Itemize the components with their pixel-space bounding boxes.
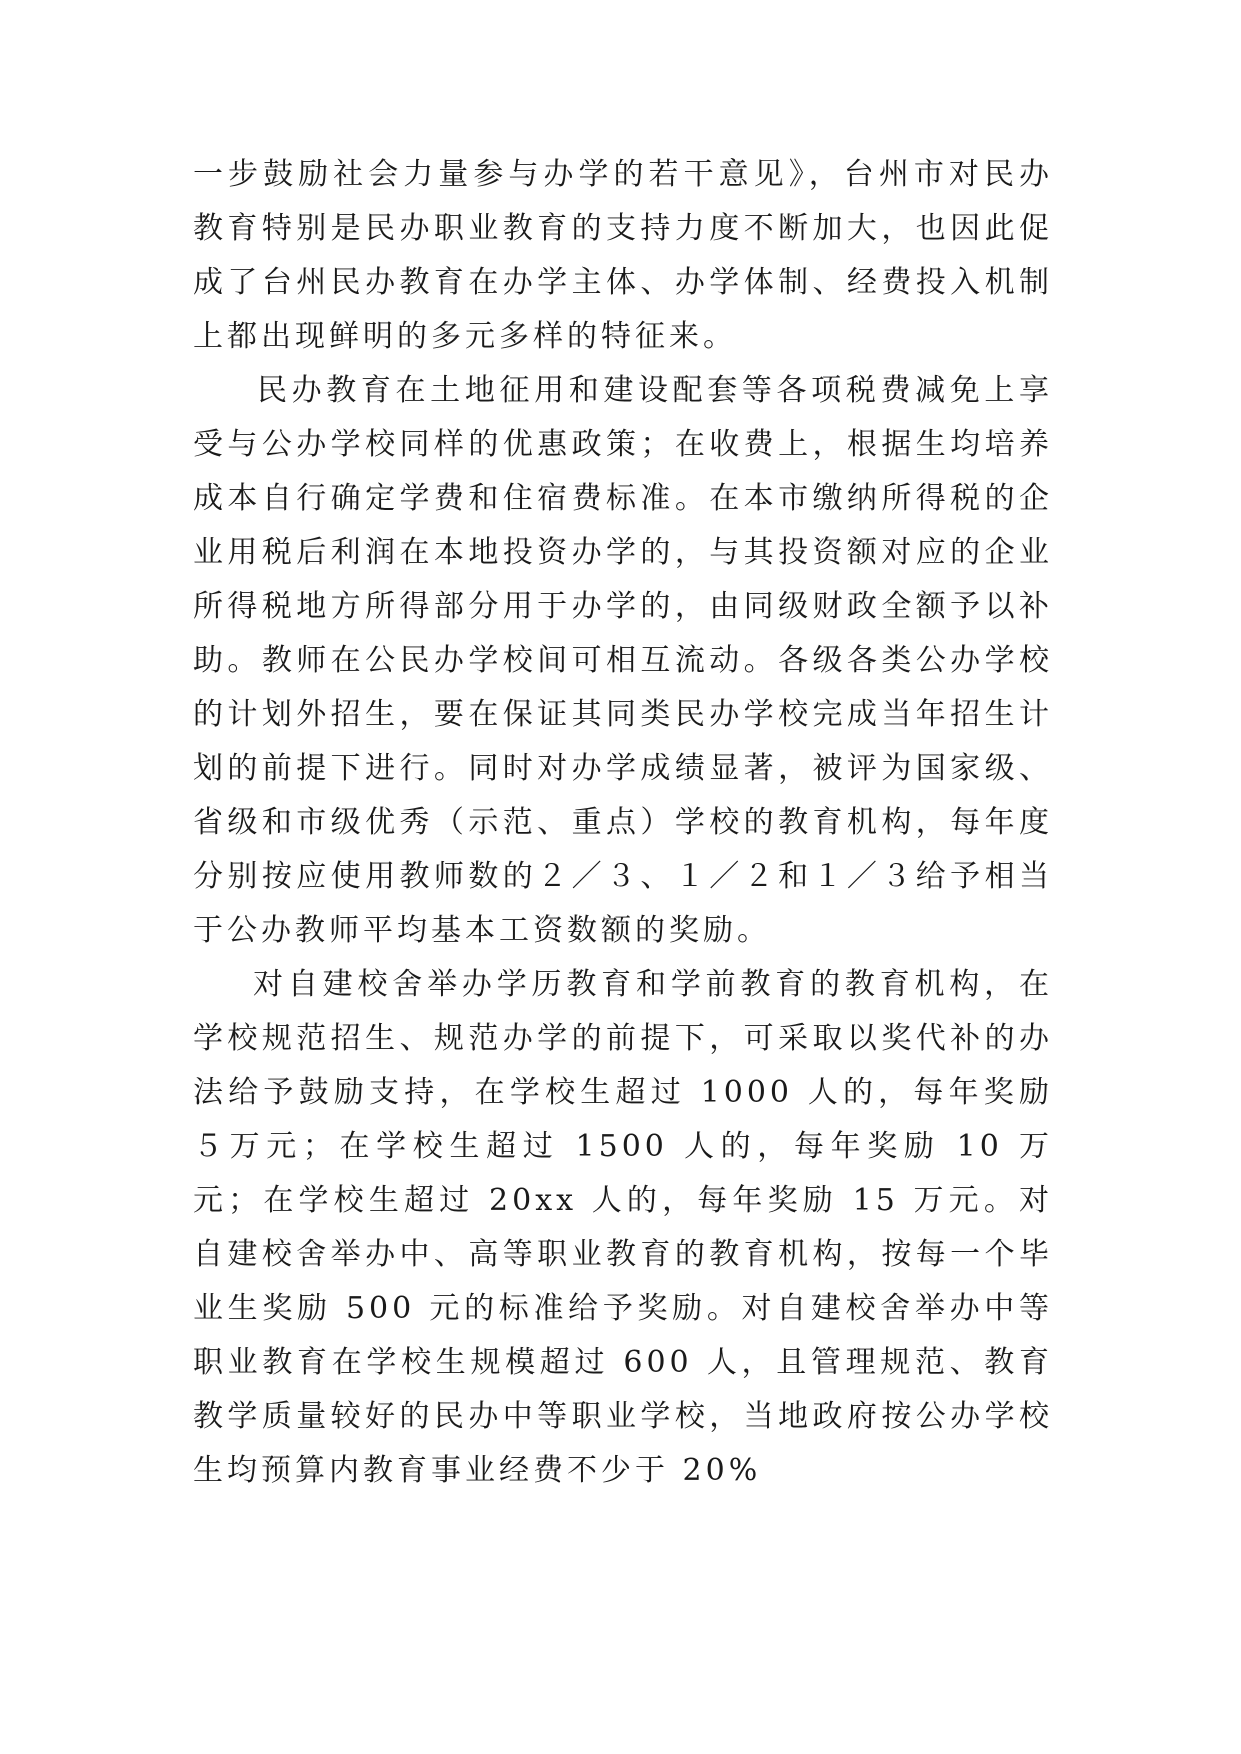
paragraph-2: 民办教育在土地征用和建设配套等各项税费减免上享受与公办学校同样的优惠政策；在收费上，根据生均培养成本自行确定学费和住宿费标准。在本市缴纳所得税的企业用税后利润在本地投资办学的，与其投资额对应的企业所得税地方所得部分用于办学的，由同级财政全额予以补助。教师在公民办学校间可相互流动。各级各类公办学校的计划外招生，要在保证其同类民办学校完成当年招生计划的前提下进行。同时对办学成绩显著，被评为国家级、省级和市级优秀（示范、重点）学校的教育机构，每年度分别按应使用教师数的２／３、１／２和１／３给予相当于公办教师平均基本工资数额的奖励。: [193, 373, 1053, 948]
document-page: [193, 148, 1053, 1498]
paragraph-3: 对自建校舍举办学历教育和学前教育的教育机构，在学校规范招生、规范办学的前提下，可采取以奖代补的办法给予鼓励支持，在学校生超过 1000 人的，每年奖励５万元；在学校生超过 1500 人的，每年奖励 10 万元；在学校生超过 20xx 人的，每年奖励 15 万元。对自建校舍举办中、高等职业教育的教育机构，按每一个毕业生奖励 500 元的标准给予奖励。对自建校舍举办中等职业教育在学校生规模超过 600 人，且管理规范、教育教学质量较好的民办中等职业学校，当地政府按公办学校生均预算内教育事业经费不少于 20%: [193, 967, 1053, 1488]
paragraph-1: 一步鼓励社会力量参与办学的若干意见》，台州市对民办教育特别是民办职业教育的支持力度不断加大，也因此促成了台州民办教育在办学主体、办学体制、经费投入机制上都出现鲜明的多元多样的特征来。: [193, 157, 1053, 354]
